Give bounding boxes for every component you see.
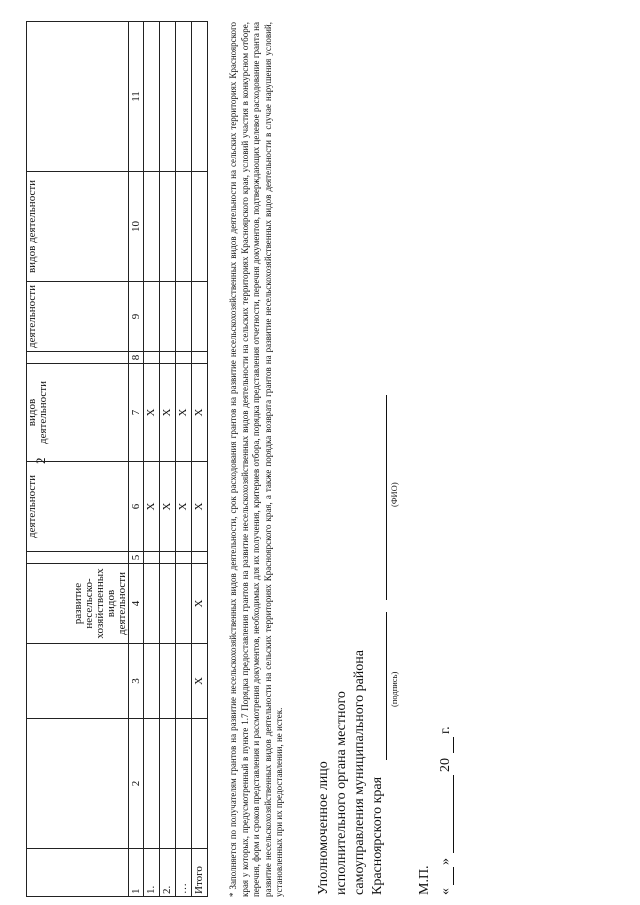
grants-table [26, 21, 208, 897]
table-cell [144, 352, 160, 364]
table-cell [176, 644, 192, 719]
header-cell [27, 552, 129, 564]
column-number: 5 [128, 552, 144, 564]
column-number: 2 [128, 719, 144, 849]
fio-caption: (ФИО) [389, 482, 399, 507]
table-cell [192, 719, 208, 849]
table-cell: X [192, 644, 208, 719]
footnote: * Заполняется по получателям грантов на развитие несельскохозяйственных видов деятельности, срок расходования грантов на развитие несельскохозяйственных видов деятельности на сельских территориях Красноярского края у которых, предусмотренный в пункте 1.7 Порядка предоставления грантов на развитие несельскохозяйственных видов деятельности на сельских территориях Красноярского края, условий участия в конкурсном отборе, перечня, форм и сроков представления и рассмотрения документов, необходимых для их получения, критериев отбора, порядка представления отчетности, перечня документов, подтверждающих целевое расходование гранта на развитие несельскохозяйственных видов деятельности на сельских территориях Красноярского края, а также порядка возврата грантов на развитие несельскохозяйственных видов деятельности в случае нарушения условий, установленных при их предоставлении, не истек. [228, 22, 284, 897]
header-cell [27, 644, 129, 719]
column-number: 1 [128, 849, 144, 897]
table-cell [176, 282, 192, 352]
table-cell [192, 22, 208, 172]
date-year-suffix: г. [438, 726, 453, 734]
date-day-line [453, 867, 454, 885]
table-cell [144, 22, 160, 172]
column-number: 10 [128, 172, 144, 282]
table-cell [176, 172, 192, 282]
table-cell [144, 644, 160, 719]
column-number: 7 [128, 364, 144, 462]
table-row [176, 22, 192, 897]
signatory-line-4: Красноярского края [370, 776, 385, 895]
page-number: 2 [33, 457, 48, 464]
table-cell [176, 22, 192, 172]
column-number: 9 [128, 282, 144, 352]
table-cell: 1. [144, 849, 160, 897]
header-cell: видов деятельности [27, 172, 129, 282]
table-cell: X [192, 564, 208, 644]
header-cell: развитие несельско-хозяйственных видов деятельности [27, 564, 129, 644]
table-cell [176, 352, 192, 364]
table-cell [192, 282, 208, 352]
header-cell [27, 352, 129, 364]
table-cell [160, 22, 176, 172]
header-cell: деятельности [27, 282, 129, 352]
table-cell: X [192, 462, 208, 552]
signatory-line-1: Уполномоченное лицо [316, 761, 331, 895]
table-cell [160, 552, 176, 564]
header-cell: видов деятельности [27, 364, 129, 462]
table-cell: X [144, 364, 160, 462]
column-number: 6 [128, 462, 144, 552]
table-cell [160, 172, 176, 282]
column-number: 8 [128, 352, 144, 364]
table-cell: X [144, 462, 160, 552]
table-cell [144, 564, 160, 644]
header-cell [27, 849, 129, 897]
stamp-place: М.П. [417, 865, 432, 895]
column-number: 4 [128, 564, 144, 644]
table-cell [192, 352, 208, 364]
table-cell [144, 282, 160, 352]
column-number: 3 [128, 644, 144, 719]
table-row [160, 22, 176, 897]
signature-caption: (подпись) [389, 671, 399, 707]
header-cell [27, 22, 129, 172]
date-year-prefix: 20 [438, 758, 453, 772]
table-cell [176, 552, 192, 564]
column-number-row [128, 22, 144, 897]
table-cell: X [192, 364, 208, 462]
table-cell [160, 564, 176, 644]
date-close-quote: » [438, 858, 453, 865]
table-cell [160, 282, 176, 352]
table-header-row [27, 22, 129, 897]
date-month-line [453, 775, 454, 853]
table-cell [160, 644, 176, 719]
table-cell [144, 172, 160, 282]
table-cell: … [176, 849, 192, 897]
table-row [144, 22, 160, 897]
table-total-row [192, 22, 208, 897]
signatory-line-3: самоуправления муниципального района [352, 649, 367, 895]
header-cell: деятельности [27, 462, 129, 552]
column-number: 11 [128, 22, 144, 172]
table-cell [192, 552, 208, 564]
fio-line [386, 395, 387, 600]
table-cell [160, 719, 176, 849]
table-cell: Итого [192, 849, 208, 897]
header-cell [27, 719, 129, 849]
table-cell [160, 352, 176, 364]
signatory-line-2: исполнительного органа местного [334, 691, 349, 895]
table-cell: X [176, 462, 192, 552]
signature-line [386, 612, 387, 760]
table-cell: X [160, 364, 176, 462]
table-cell [144, 552, 160, 564]
table-cell: 2. [160, 849, 176, 897]
date-year-line [453, 737, 454, 753]
table-cell [176, 564, 192, 644]
table-cell: X [176, 364, 192, 462]
table-cell: X [160, 462, 176, 552]
date-open-quote: « [438, 888, 453, 895]
table-cell [144, 719, 160, 849]
table-cell [192, 172, 208, 282]
table-cell [176, 719, 192, 849]
